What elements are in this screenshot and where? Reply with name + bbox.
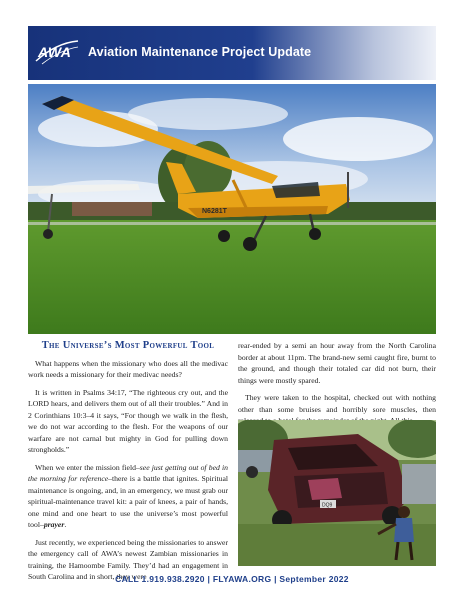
article-left-column (28, 340, 228, 589)
page-title: Aviation Maintenance Project Update (88, 45, 312, 59)
article-paragraph: rear-ended by a semi an hour away from the North Carolina border at about 11pm. The brand-new semi caught fire, burnt to the ground, and though their totaled car did not burn, their things were mostly spared. (238, 341, 436, 385)
article-paragraph: It is written in Psalms 34:17, “The righteous cry out, and the LORD hears, and delivers them out of all their troubles.” And in 2 Corinthians 10:3–4 it says, “For though we walk in the flesh, we do not war according to the flesh. For the weapons of our warfare are not carnal but mighty in God for pulling down strongholds.” (28, 387, 228, 454)
article-paragraph: They were taken to the hospital, checked out with nothing other than some bruises and horribly sore muscles, then (238, 393, 436, 414)
footer-contact: CALL 1.919.938.2920 | FLYAWA.ORG | September 2022 (115, 574, 349, 584)
airplane-photo (28, 84, 436, 334)
svg-text:DQ9: DQ9 (322, 502, 333, 509)
tail-number-label: N6281T (202, 208, 227, 215)
logo-text: AWA (38, 44, 72, 60)
wrecked-car-photo (238, 420, 436, 566)
header-banner (28, 26, 436, 80)
emphasis-text: see just getting out of bed in the morning for reference (28, 462, 228, 483)
article-paragraph: When we enter the mission field–see just getting out of bed in the morning for reference–there is a battle that ignites. Spiritual maintenance is ongoing, and, in an emergency, we must grab our spiritual-maintenance travel kit: a pair of knees, a pair of hands, one mind and one heart to use the universe’s most powerful tool–prayer. (28, 462, 229, 529)
article-paragraph: Just recently, we experienced being the missionaries to answer the emergency call of AWA’s newest Zambian missionaries in training, the Hamoombe Family. They’d had an engagement in South Carolina and in short, they were (28, 537, 228, 581)
strong-text: prayer (43, 520, 65, 529)
article-title: The Universe’s Most Powerful Tool (41, 340, 215, 351)
awa-logo (34, 37, 80, 67)
article-paragraph: What happens when the missionary who does all the medivac work needs a missionary for their medivac needs? (28, 358, 228, 379)
article-right-column (238, 340, 436, 433)
